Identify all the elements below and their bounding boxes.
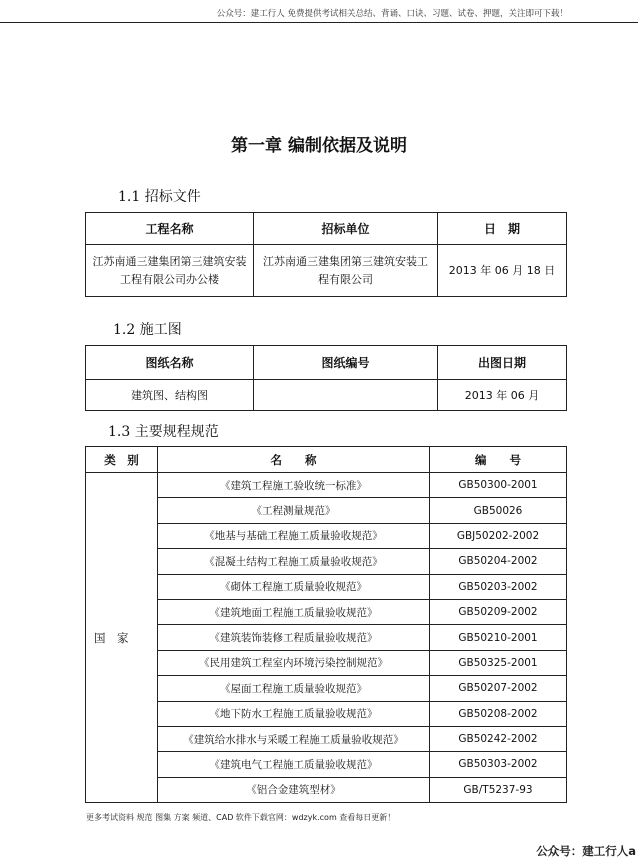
standard-code-cell: GB50242-2002	[430, 726, 567, 751]
table-header-row	[86, 213, 567, 245]
standard-code-cell: GB50210-2001	[430, 625, 567, 650]
chapter-title: 第一章 编制依据及说明	[231, 136, 407, 156]
tender-date-cell: 2013 年 06 月 18 日	[438, 245, 567, 297]
standard-name-cell: 《建筑装饰装修工程质量验收规范》	[158, 625, 430, 650]
standard-name-cell: 《屋面工程施工质量验收规范》	[158, 676, 430, 701]
table-row	[86, 380, 567, 411]
standard-code-cell: GB50203-2002	[430, 574, 567, 599]
table-row	[86, 752, 567, 777]
standard-code-cell: GB50209-2002	[430, 599, 567, 624]
standard-name-cell: 《建筑给水排水与采暖工程施工质量验收规范》	[158, 726, 430, 751]
table-row	[86, 650, 567, 675]
standard-code-cell: GB/T5237-93	[430, 777, 567, 802]
drawings-table	[85, 345, 567, 411]
standard-name-cell: 《地基与基础工程施工质量验收规范》	[158, 523, 430, 548]
column-header: 日 期	[438, 213, 567, 245]
project-name-cell: 江苏南通三建集团第三建筑安装工程有限公司办公楼	[86, 245, 254, 297]
standard-code-cell: GB50303-2002	[430, 752, 567, 777]
standard-name-cell: 《铝合金建筑型材》	[158, 777, 430, 802]
column-header: 名 称	[158, 447, 430, 473]
standard-name-cell: 《建筑地面工程施工质量验收规范》	[158, 599, 430, 624]
drawing-name-cell: 建筑图、结构图	[86, 380, 254, 411]
table-row	[86, 549, 567, 574]
column-header: 图纸名称	[86, 346, 254, 380]
standard-code-cell: GB50207-2002	[430, 676, 567, 701]
section-heading-standards: 1.3 主要规程规范	[108, 424, 219, 440]
tender-unit-cell: 江苏南通三建集团第三建筑安装工程有限公司	[254, 245, 438, 297]
category-cell: 国 家	[86, 473, 158, 803]
column-header: 出图日期	[438, 346, 567, 380]
table-row	[86, 473, 567, 498]
section-heading-drawings: 1.2 施工图	[113, 322, 182, 338]
table-row	[86, 498, 567, 523]
table-row	[86, 523, 567, 548]
standard-code-cell: GB50208-2002	[430, 701, 567, 726]
footer-note: 更多考试资料 规范 图集 方案 频道、CAD 软件下载官网：wdzyk.com 查看每日更新！	[86, 813, 396, 822]
standard-code-cell: GB50325-2001	[430, 650, 567, 675]
section-heading-tender: 1.1 招标文件	[118, 189, 201, 205]
table-row	[86, 726, 567, 751]
drawing-number-cell	[254, 380, 438, 411]
standard-code-cell: GB50026	[430, 498, 567, 523]
footer-brand: 公众号：建工行人a	[536, 844, 636, 858]
table-row	[86, 777, 567, 802]
standard-code-cell: GB50204-2002	[430, 549, 567, 574]
column-header: 图纸编号	[254, 346, 438, 380]
drawing-date-cell: 2013 年 06 月	[438, 380, 567, 411]
column-header: 编 号	[430, 447, 567, 473]
table-row	[86, 599, 567, 624]
table-row	[86, 676, 567, 701]
header-banner	[0, 4, 638, 23]
standard-name-cell: 《建筑工程施工验收统一标准》	[158, 473, 430, 498]
column-header: 工程名称	[86, 213, 254, 245]
standards-table	[85, 446, 567, 803]
standard-name-cell: 《建筑电气工程施工质量验收规范》	[158, 752, 430, 777]
standard-name-cell: 《工程测量规范》	[158, 498, 430, 523]
tender-table	[85, 212, 567, 297]
standard-code-cell: GB50300-2001	[430, 473, 567, 498]
table-header-row	[86, 346, 567, 380]
standard-name-cell: 《混凝土结构工程施工质量验收规范》	[158, 549, 430, 574]
standard-name-cell: 《民用建筑工程室内环境污染控制规范》	[158, 650, 430, 675]
table-row	[86, 245, 567, 297]
column-header: 招标单位	[254, 213, 438, 245]
table-row	[86, 701, 567, 726]
standard-code-cell: GBJ50202-2002	[430, 523, 567, 548]
table-row	[86, 625, 567, 650]
table-row	[86, 574, 567, 599]
header-banner-text: 公众号：建工行人 免费提供考试相关总结、背诵、口诀、习题、试卷、押题，关注即可下载！	[216, 9, 568, 19]
column-header: 类 别	[86, 447, 158, 473]
standard-name-cell: 《地下防水工程施工质量验收规范》	[158, 701, 430, 726]
standard-name-cell: 《砌体工程施工质量验收规范》	[158, 574, 430, 599]
table-header-row	[86, 447, 567, 473]
